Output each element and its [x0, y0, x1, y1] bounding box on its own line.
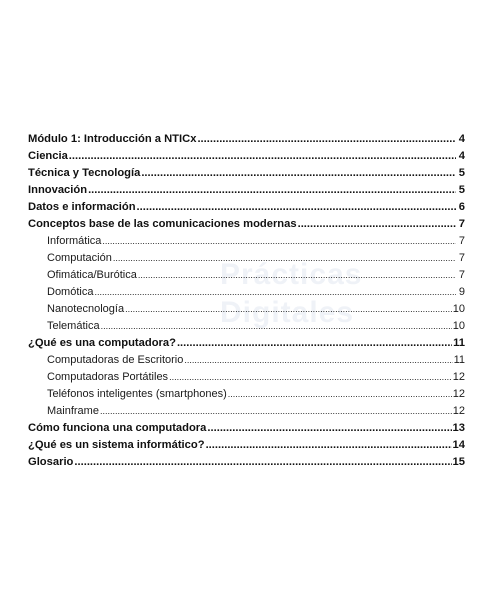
toc-entry-label: Cómo funciona una computadora [28, 422, 207, 434]
toc-entry-leader-dots [100, 403, 452, 420]
toc-entry-page-number: 12 [452, 405, 465, 417]
toc-entry-leader-dots [137, 199, 456, 216]
toc-entry-leader-dots [141, 165, 456, 182]
toc-entry-label: ¿Qué es un sistema informático? [28, 439, 205, 451]
toc-entry[interactable] [28, 148, 465, 165]
toc-entry-leader-dots [69, 148, 456, 165]
toc-entry-page-number: 14 [452, 439, 465, 451]
toc-entry[interactable] [28, 301, 465, 318]
toc-entry[interactable] [28, 250, 465, 267]
toc-entry[interactable] [28, 165, 465, 182]
toc-entry-leader-dots [138, 267, 456, 284]
toc-entry-leader-dots [88, 182, 456, 199]
toc-entry[interactable] [28, 352, 465, 369]
toc-entry[interactable] [28, 199, 465, 216]
toc-entry-label: Domótica [47, 286, 94, 298]
toc-entry[interactable] [28, 318, 465, 335]
toc-entry-page-number: 5 [458, 184, 465, 196]
toc-entry-page-number: 6 [458, 201, 465, 213]
toc-entry[interactable] [28, 182, 465, 199]
toc-entry[interactable] [28, 131, 465, 148]
table-of-contents [28, 131, 465, 471]
toc-entry-page-number: 10 [452, 320, 465, 332]
toc-entry-label: Módulo 1: Introducción a NTICx [28, 133, 197, 145]
toc-entry[interactable] [28, 369, 465, 386]
toc-entry-page-number: 10 [452, 303, 465, 315]
watermark-line-1: Prácticas [220, 258, 363, 291]
toc-entry-label: Teléfonos inteligentes (smartphones) [47, 388, 227, 400]
toc-entry-leader-dots [206, 437, 452, 454]
toc-entry-leader-dots [207, 420, 451, 437]
toc-entry-leader-dots [125, 301, 452, 318]
toc-entry-leader-dots [184, 352, 452, 369]
toc-entry-leader-dots [197, 131, 456, 148]
toc-entry[interactable] [28, 420, 465, 437]
toc-entry-label: Ciencia [28, 150, 68, 162]
toc-entry-leader-dots [177, 335, 452, 352]
toc-entry-page-number: 12 [452, 371, 465, 383]
toc-entry-page-number: 7 [458, 252, 465, 264]
toc-entry-page-number: 15 [452, 456, 465, 468]
toc-entry-leader-dots [102, 233, 456, 250]
toc-entry-label: Telemática [47, 320, 100, 332]
toc-entry-leader-dots [74, 454, 451, 471]
toc-entry-leader-dots [94, 284, 456, 301]
toc-entry-label: Técnica y Tecnología [28, 167, 141, 179]
toc-entry-label: Innovación [28, 184, 88, 196]
toc-entry[interactable] [28, 386, 465, 403]
toc-entry-page-number: 11 [453, 337, 465, 349]
toc-entry-leader-dots [298, 216, 456, 233]
toc-entry-page-number: 7 [458, 218, 465, 230]
toc-entry[interactable] [28, 267, 465, 284]
toc-entry-label: Computación [47, 252, 112, 264]
toc-entry-label: Ofimática/Burótica [47, 269, 137, 281]
toc-entry-label: Informática [47, 235, 102, 247]
toc-entry-page-number: 13 [452, 422, 465, 434]
toc-entry-page-number: 4 [458, 150, 465, 162]
toc-entry-page-number: 11 [453, 354, 465, 366]
toc-entry-label: Mainframe [47, 405, 99, 417]
toc-entry[interactable] [28, 335, 465, 352]
toc-entry-label: Nanotecnología [47, 303, 125, 315]
toc-entry-page-number: 7 [458, 235, 465, 247]
toc-entry-label: Computadoras Portátiles [47, 371, 169, 383]
toc-entry[interactable] [28, 233, 465, 250]
toc-entry-leader-dots [228, 386, 452, 403]
toc-entry-leader-dots [101, 318, 452, 335]
toc-entry[interactable] [28, 437, 465, 454]
toc-entry-page-number: 7 [458, 269, 465, 281]
toc-entry-label: Conceptos base de las comunicaciones modernas [28, 218, 297, 230]
toc-entry-leader-dots [169, 369, 452, 386]
toc-entry-label: Glosario [28, 456, 74, 468]
toc-entry-leader-dots [113, 250, 456, 267]
toc-entry[interactable] [28, 216, 465, 233]
toc-entry-page-number: 4 [458, 133, 465, 145]
toc-entry-label: Computadoras de Escritorio [47, 354, 184, 366]
toc-entry-label: ¿Qué es una computadora? [28, 337, 176, 349]
toc-entry[interactable] [28, 284, 465, 301]
toc-entry-page-number: 5 [458, 167, 465, 179]
toc-entry-page-number: 12 [452, 388, 465, 400]
toc-entry[interactable] [28, 403, 465, 420]
watermark-line-2: Digitales [220, 296, 355, 329]
toc-entry[interactable] [28, 454, 465, 471]
toc-entry-label: Datos e información [28, 201, 136, 213]
toc-entry-page-number: 9 [458, 286, 465, 298]
